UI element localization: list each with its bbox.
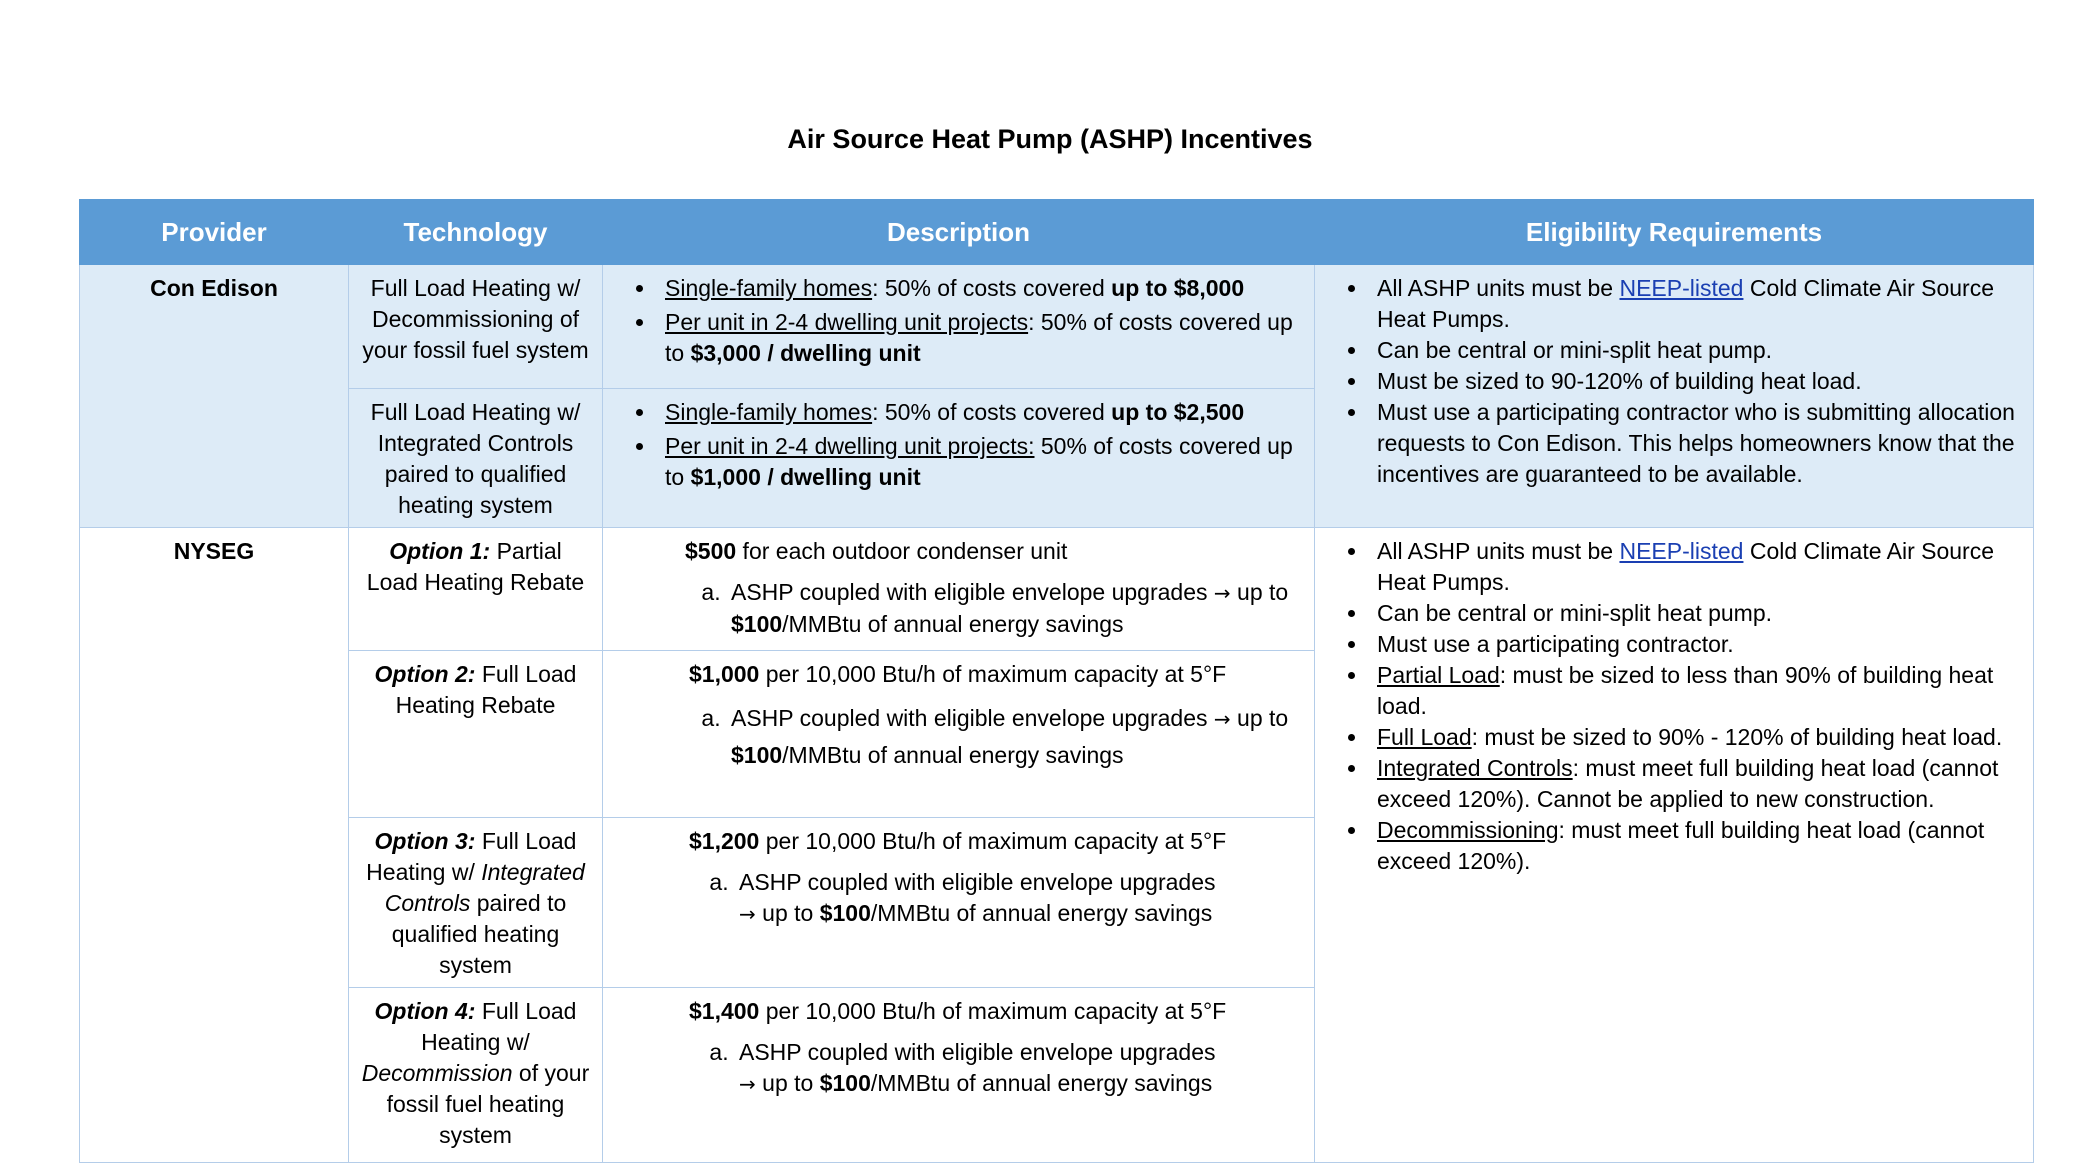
technology-cell: Full Load Heating w/ Integrated Controls paired to qualified heating system: [349, 389, 603, 528]
list-item: • Per unit in 2-4 dwelling unit projects: 50% of costs covered up to $3,000 / dwelling unit: [657, 307, 1302, 369]
description-cell: [603, 651, 1315, 818]
provider-cell: NYSEG: [80, 528, 349, 1163]
header-provider: Provider: [80, 200, 349, 265]
neep-listed-link[interactable]: NEEP-listed: [1619, 275, 1744, 301]
list-item: • Must be sized to 90-120% of building heat load.: [1369, 366, 2021, 397]
item-label: Per unit in 2-4 dwelling unit projects: [665, 309, 1029, 335]
sub-list: [615, 577, 1302, 640]
header-technology: Technology: [349, 200, 603, 265]
option-label: Option 4:: [374, 998, 476, 1024]
description-cell: [603, 265, 1315, 389]
list-item: a. ASHP coupled with eligible envelope upgrades → up to $100/MMBtu of annual energy savings: [735, 1037, 1222, 1100]
rebate-amount: $1,200 per 10,000 Btu/h of maximum capacity at 5°F: [689, 828, 1227, 854]
technology-cell: Full Load Heating w/ Decommissioning of your fossil fuel system: [349, 265, 603, 389]
item-label: Single-family homes: [665, 275, 873, 301]
list-item: • Single-family homes: 50% of costs covered up to $8,000: [657, 273, 1302, 304]
provider-cell: Con Edison: [80, 265, 349, 528]
list-item: • Can be central or mini-split heat pump.: [1369, 598, 2021, 629]
rebate-amount: $1,400 per 10,000 Btu/h of maximum capacity at 5°F: [689, 998, 1227, 1024]
technology-cell: Option 4: Full Load Heating w/ Decommission of your fossil fuel heating system: [349, 988, 603, 1163]
list-item: • All ASHP units must be NEEP-listed Cold Climate Air Source Heat Pumps.: [1369, 536, 2021, 598]
item-label: Single-family homes: [665, 399, 873, 425]
list-item: • All ASHP units must be NEEP-listed Cold Climate Air Source Heat Pumps.: [1369, 273, 2021, 335]
list-item: • Must use a participating contractor.: [1369, 629, 2021, 660]
list-item: • Partial Load: must be sized to less than 90% of building heat load.: [1369, 660, 2021, 722]
table-row: [80, 528, 2034, 651]
option-label: Option 2:: [374, 661, 476, 687]
incentives-table: [79, 199, 2034, 1163]
option-label: Option 1:: [389, 538, 491, 564]
description-cell: [603, 528, 1315, 651]
arrow-right-icon: →: [739, 1072, 756, 1096]
eligibility-cell: [1315, 265, 2034, 528]
sub-list: [615, 1037, 1302, 1100]
arrow-right-icon: →: [1213, 707, 1231, 731]
list-item: • Integrated Controls: must meet full building heat load (cannot exceed 120%). Cannot be applied to new construction.: [1369, 753, 2021, 815]
list-item: • Single-family homes: 50% of costs covered up to $2,500: [657, 397, 1302, 428]
header-row: [80, 200, 2034, 265]
list-item: • Must use a participating contractor who is submitting allocation requests to Con Edison. This helps homeowners know that the incentives are guaranteed to be available.: [1369, 397, 2021, 490]
technology-cell: Option 2: Full Load Heating Rebate: [349, 651, 603, 818]
rebate-amount: $1,000 per 10,000 Btu/h of maximum capacity at 5°F: [689, 661, 1227, 687]
description-cell: [603, 389, 1315, 528]
list-item: a. ASHP coupled with eligible envelope upgrades → up to $100/MMBtu of annual energy savings: [727, 700, 1302, 773]
arrow-right-icon: →: [1213, 581, 1231, 605]
technology-cell: Option 1: Partial Load Heating Rebate: [349, 528, 603, 651]
item-label: Per unit in 2-4 dwelling unit projects:: [665, 433, 1035, 459]
table-row: [80, 265, 2034, 389]
list-item: • Decommissioning: must meet full building heat load (cannot exceed 120%).: [1369, 815, 2021, 877]
eligibility-cell: [1315, 528, 2034, 1163]
header-description: Description: [603, 200, 1315, 265]
neep-listed-link[interactable]: NEEP-listed: [1619, 538, 1744, 564]
page-title: Air Source Heat Pump (ASHP) Incentives: [787, 124, 1313, 154]
sub-list: [615, 867, 1302, 930]
header-eligibility: Eligibility Requirements: [1315, 200, 2034, 265]
arrow-right-icon: →: [739, 902, 756, 926]
list-item: • Full Load: must be sized to 90% - 120% of building heat load.: [1369, 722, 2021, 753]
sub-list: [615, 700, 1302, 773]
list-item: • Can be central or mini-split heat pump.: [1369, 335, 2021, 366]
option-label: Option 3:: [374, 828, 476, 854]
technology-cell: Option 3: Full Load Heating w/ Integrated Controls paired to qualified heating system: [349, 818, 603, 988]
rebate-amount: $500 for each outdoor condenser unit: [685, 538, 1068, 564]
description-cell: [603, 818, 1315, 988]
list-item: • Per unit in 2-4 dwelling unit projects: 50% of costs covered up to $1,000 / dwelling unit: [657, 431, 1302, 493]
description-cell: [603, 988, 1315, 1163]
list-item: a. ASHP coupled with eligible envelope upgrades → up to $100/MMBtu of annual energy savings: [735, 867, 1222, 930]
list-item: a. ASHP coupled with eligible envelope upgrades → up to $100/MMBtu of annual energy savings: [727, 577, 1302, 640]
